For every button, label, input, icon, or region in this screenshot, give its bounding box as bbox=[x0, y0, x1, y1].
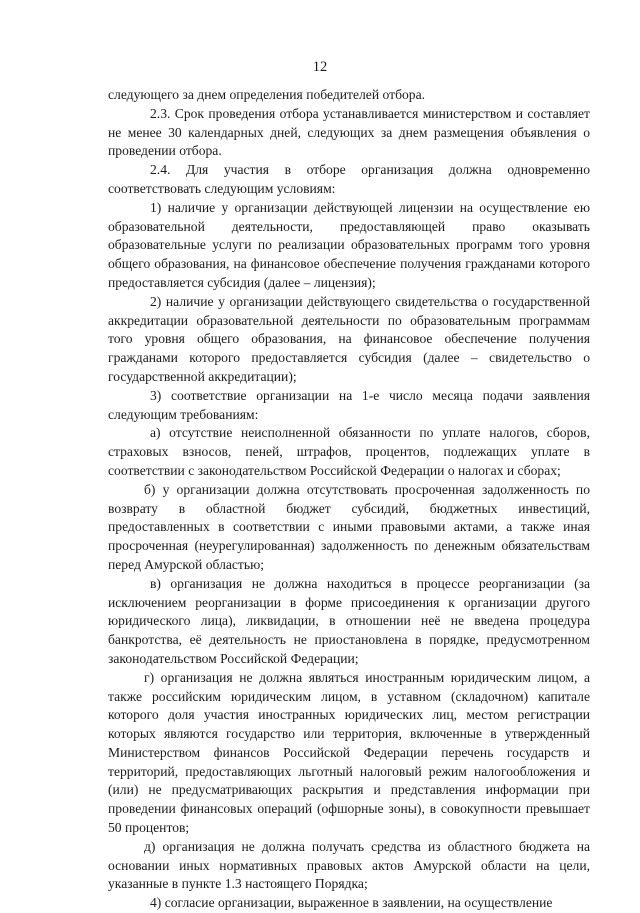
paragraph-continuation: следующего за днем определения победителей отбора. bbox=[108, 87, 426, 102]
page-number: 12 bbox=[312, 59, 328, 75]
paragraph-item-4: 4) согласие организации, выраженное в заявлении, на осуществление bbox=[150, 895, 553, 911]
paragraph-2-3: 2.3. Срок проведения отбора устанавливается министерством и составляет не менее 30 календарных дней, следующих за днем размещения объявления о проведении отбора. bbox=[108, 105, 590, 159]
paragraph-item-3a: а) отсутствие неисполненной обязанности по уплате налогов, сборов, страховых взносов, пеней, штрафов, процентов, подлежащих уплате в соответствии с законодательством Российской Федерации о налогах и сборах; bbox=[108, 425, 590, 478]
paragraph-item-3b: б) у организации должна отсутствовать просроченная задолженность по возврату в областной бюджет субсидий, бюджетных инвестиций, предоставленных в соответствии с иными правовыми актами, а также иная просроченная (неурегулированная) задолженность по денежным обязательствам перед Амурской областью; bbox=[108, 481, 590, 572]
paragraph-item-3v: в) организация не должна находиться в процессе реорганизации (за исключением реорганизации в форме присоединения к организации другого юридического лица), ликвидации, в отношении неё не введена процедура банкротства, её деятельность не приостановлена в порядке, предусмотренном законодательством Российской Федерации; bbox=[108, 575, 590, 666]
document-body bbox=[108, 86, 590, 913]
paragraph-item-1: 1) наличие у организации действующей лицензии на осуществление ею образовательной деятельности, предоставляющей право оказывать образовательные услуги по реализации образовательных программ того уровня общего образования, на финансовое обеспечение получения гражданами которого предоставляется субсидия (далее – лицензия); bbox=[108, 199, 590, 290]
paragraph-item-3: 3) соответствие организации на 1-е число месяца подачи заявления следующим требованиям: bbox=[108, 387, 590, 422]
paragraph-item-3d: д) организация не должна получать средства из областного бюджета на основании иных нормативных правовых актов Амурской области на цели, указанные в пункте 1.3 настоящего Порядка; bbox=[108, 838, 590, 892]
paragraph-2-4: 2.4. Для участия в отборе организация должна одновременно соответствовать следующим условиям: bbox=[108, 162, 590, 196]
paragraph-item-3g: г) организация не должна являться иностранным юридическим лицом, а также российским юридическим лицом, в уставном (складочном) капитале которого доля участия иностранных юридических лиц, местом регистрации которых являются государство или территория, включенные в утвержденный Министерством финансов Российской Федерации перечень государств и территорий, предоставляющих льготный налоговый режим налогообложения и (или) не предусматривающих раскрытия и представления информации при проведении финансовых операций (офшорные зоны), в совокупности превышает 50 процентов; bbox=[108, 669, 590, 836]
paragraph-item-2: 2) наличие у организации действующего свидетельства о государственной аккредитации образовательной деятельности по образовательным программам того уровня общего образования, на финансовое обеспечение получения гражданами которого предоставляется субсидия (далее – свидетельство о государственной аккредитации); bbox=[108, 293, 590, 384]
